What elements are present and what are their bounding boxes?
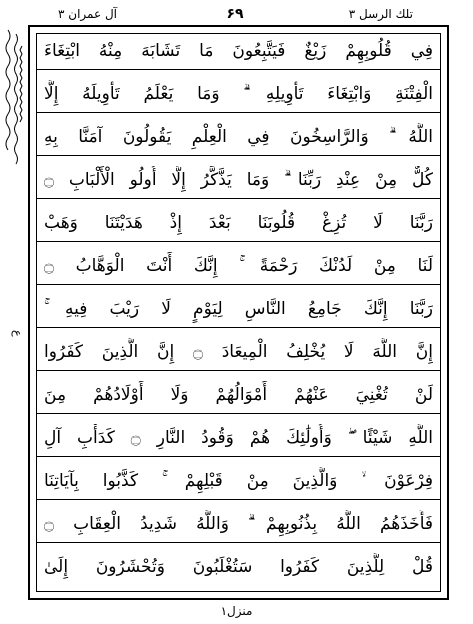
text-line xyxy=(36,463,441,500)
text-line xyxy=(36,334,441,371)
text-line xyxy=(36,205,441,242)
text-line xyxy=(36,549,441,586)
line-text: فِرْعَوْنَ ۙ وَالَّذِينَ مِنْ قَبْلِهِمْ ۚ كَذَّبُوا بِآيَاتِنَا xyxy=(44,471,433,491)
line-text: الْفِتْنَةِ وَابْتِغَاءَ تَأْوِيلِهِ ۗ وَمَا يَعْلَمُ تَأْوِيلَهُ إِلَّا xyxy=(44,84,433,104)
line-text: فَأَخَذَهُمُ اللَّهُ بِذُنُوبِهِمْ ۗ وَاللَّهُ شَدِيدُ الْعِقَابِ ۝ xyxy=(44,514,433,534)
text-line xyxy=(36,248,441,285)
juz-header: تلك الرسل ۳ xyxy=(348,7,413,21)
line-text: إِنَّ اللَّهَ لَا يُخْلِفُ الْمِيعَادَ ۝ إِنَّ الَّذِينَ كَفَرُوا xyxy=(44,342,433,362)
text-line xyxy=(36,420,441,457)
text-line xyxy=(36,119,441,156)
text-line xyxy=(36,377,441,414)
text-line xyxy=(36,506,441,543)
line-text: كُلٌّ مِنْ عِنْدِ رَبِّنَا ۗ وَمَا يَذَّكَّرُ إِلَّا أُولُو الْأَلْبَابِ ۝ xyxy=(44,170,433,190)
text-lines xyxy=(36,33,441,592)
margin-commentary xyxy=(2,26,26,176)
line-text: لَنَا مِنْ لَدُنْكَ رَحْمَةً ۚ إِنَّكَ أَنْتَ الْوَهَّابُ ۝ xyxy=(44,256,433,276)
line-text: رَبَّنَا إِنَّكَ جَامِعُ النَّاسِ لِيَوْمٍ لَا رَيْبَ فِيهِ ۚ xyxy=(44,299,433,319)
ruku-marker: ع xyxy=(11,330,24,337)
line-text: اللَّهِ شَيْئًا ۖ وَأُولَٰئِكَ هُمْ وَقُودُ النَّارِ ۝ كَدَأْبِ آلِ xyxy=(44,428,433,448)
line-text: اللَّهُ ۗ وَالرَّاسِخُونَ فِي الْعِلْمِ يَقُولُونَ آمَنَّا بِهِ xyxy=(44,127,433,147)
text-line xyxy=(36,33,441,70)
line-text: قُلْ لِلَّذِينَ كَفَرُوا سَتُغْلَبُونَ وَتُحْشَرُونَ إِلَىٰ xyxy=(44,557,433,577)
line-text: فِي قُلُوبِهِمْ زَيْغٌ فَيَتَّبِعُونَ مَا تَشَابَهَ مِنْهُ ابْتِغَاءَ xyxy=(44,41,433,61)
text-line xyxy=(36,291,441,328)
margin-commentary-graphic xyxy=(2,26,26,176)
surah-header: آل عمران ۳ xyxy=(58,7,117,21)
text-line xyxy=(36,162,441,199)
line-text: رَبَّنَا لَا تُزِغْ قُلُوبَنَا بَعْدَ إِذْ هَدَيْتَنَا وَهَبْ xyxy=(44,213,433,233)
manzil-footer: منزل۱ xyxy=(220,604,253,618)
line-text: لَنْ تُغْنِيَ عَنْهُمْ أَمْوَالُهُمْ وَلَا أَوْلَادُهُمْ مِنَ xyxy=(44,385,433,405)
text-line xyxy=(36,76,441,113)
page-number: ۶۹ xyxy=(226,6,244,22)
